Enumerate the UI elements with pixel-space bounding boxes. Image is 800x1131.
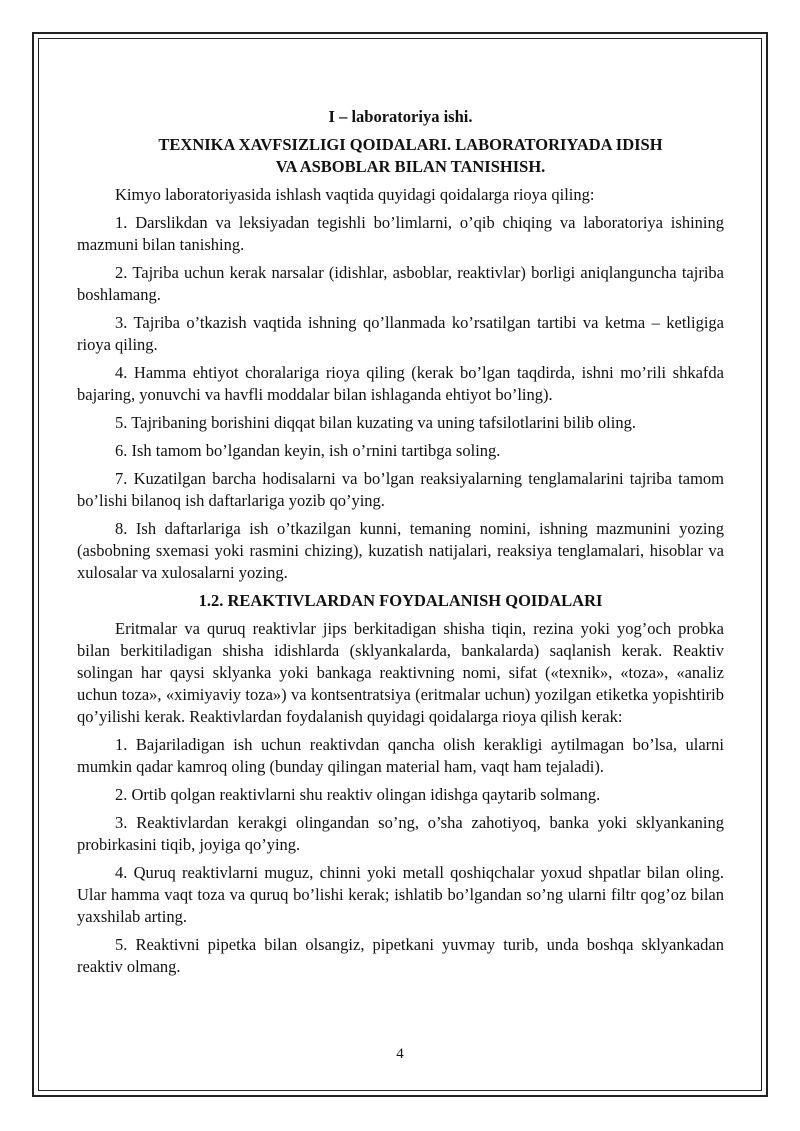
document-title bbox=[77, 134, 724, 178]
section-heading: 1.2. REAKTIVLARDAN FOYDALANISH QOIDALARI bbox=[198, 591, 603, 610]
lab-heading: I – laboratoriya ishi. bbox=[328, 107, 473, 126]
rule-3: 3. Tajriba o’tkazish vaqtida ishning qo’llanmada ko’rsatilgan tartibi va ketma – ketligiga rioya qiling. bbox=[77, 313, 724, 354]
rule-7: 7. Kuzatilgan barcha hodisalarni va bo’lgan reaksiyalarning tenglamalarini tajriba tamom bo’lishi bilanoq ish daftarlariga yozib qo’ying. bbox=[77, 469, 724, 510]
rule-2: 2. Tajriba uchun kerak narsalar (idishlar, asboblar, reaktivlar) borligi aniqlanguncha tajriba boshlamang. bbox=[77, 263, 724, 304]
document-title-line-1: TEXNIKA XAVFSIZLIGI QOIDALARI. LABORATORIYADA IDISH bbox=[158, 135, 663, 154]
intro-paragraph: Kimyo laboratoriyasida ishlash vaqtida quyidagi qoidalarga rioya qiling: bbox=[115, 185, 595, 204]
rule-5: 5. Tajribaning borishini diqqat bilan kuzating va uning tafsilotlarini bilib oling. bbox=[115, 413, 636, 432]
document-body bbox=[77, 106, 724, 984]
section-intro-paragraph: Eritmalar va quruq reaktivlar jips berkitadigan shisha tiqin, rezina yoki yog’och probka bilan berkitiladigan shisha idishlarda (sklyankalarda, bankalarda) saqlanish kerak. Reaktiv solingan har qaysi sklyanka yoki bankaga reaktivning nomi, sifat («texnik», «toza», «analiz uchun toza», «ximiyaviy toza») va kontsentratsiya (eritmalar uchun) yozilgan etiketka yopishtirib qo’yilishi kerak. Reaktivlardan foydalanish quyidagi qoidalarga rioya qilish kerak: bbox=[77, 619, 724, 726]
document-title-line-2: VA ASBOBLAR BILAN TANISHISH. bbox=[275, 157, 546, 176]
section-rule-4: 4. Quruq reaktivlarni muguz, chinni yoki metall qoshiqchalar yoxud shpatlar bilan oling. Ular hamma vaqt toza va quruq bo’lishi kerak; ishlatib bo’lgandan so’ng ularni filtr qog’oz bilan yaxshilab arting. bbox=[77, 863, 724, 926]
rule-4: 4. Hamma ehtiyot choralariga rioya qiling (kerak bo’lgan taqdirda, ishni mo’rili shkafda bajaring, yonuvchi va havfli moddalar bilan ishlaganda ehtiyot bo’ling). bbox=[77, 363, 724, 404]
section-rule-3: 3. Reaktivlardan kerakgi olingandan so’ng, o’sha zahotiyoq, banka yoki sklyankaning probirkasini tiqib, joyiga qo’ying. bbox=[77, 813, 724, 854]
rule-8: 8. Ish daftarlariga ish o’tkazilgan kunni, temaning nomini, ishning mazmunini yozing (asbobning sxemasi yoki rasmini chizing), kuzatish natijalari, reaksiya tenglamalari, hisoblar va xulosalar va xulosalarni yozing. bbox=[77, 519, 724, 582]
page-number: 4 bbox=[396, 1046, 404, 1062]
rule-1: 1. Darslikdan va leksiyadan tegishli bo’limlarni, o’qib chiqing va laboratoriya ishining mazmuni bilan tanishing. bbox=[77, 213, 724, 254]
section-rule-1: 1. Bajariladigan ish uchun reaktivdan qancha olish kerakligi aytilmagan bo’lsa, ularni mumkin qadar kamroq oling (bunday qilingan material ham, vaqt ham tejaladi). bbox=[77, 735, 724, 776]
rule-6: 6. Ish tamom bo’lgandan keyin, ish o’rnini tartibga soling. bbox=[115, 441, 501, 460]
section-rule-5: 5. Reaktivni pipetka bilan olsangiz, pipetkani yuvmay turib, unda boshqa sklyankadan reaktiv olmang. bbox=[77, 935, 724, 976]
section-rule-2: 2. Ortib qolgan reaktivlarni shu reaktiv olingan idishga qaytarib solmang. bbox=[115, 785, 601, 804]
